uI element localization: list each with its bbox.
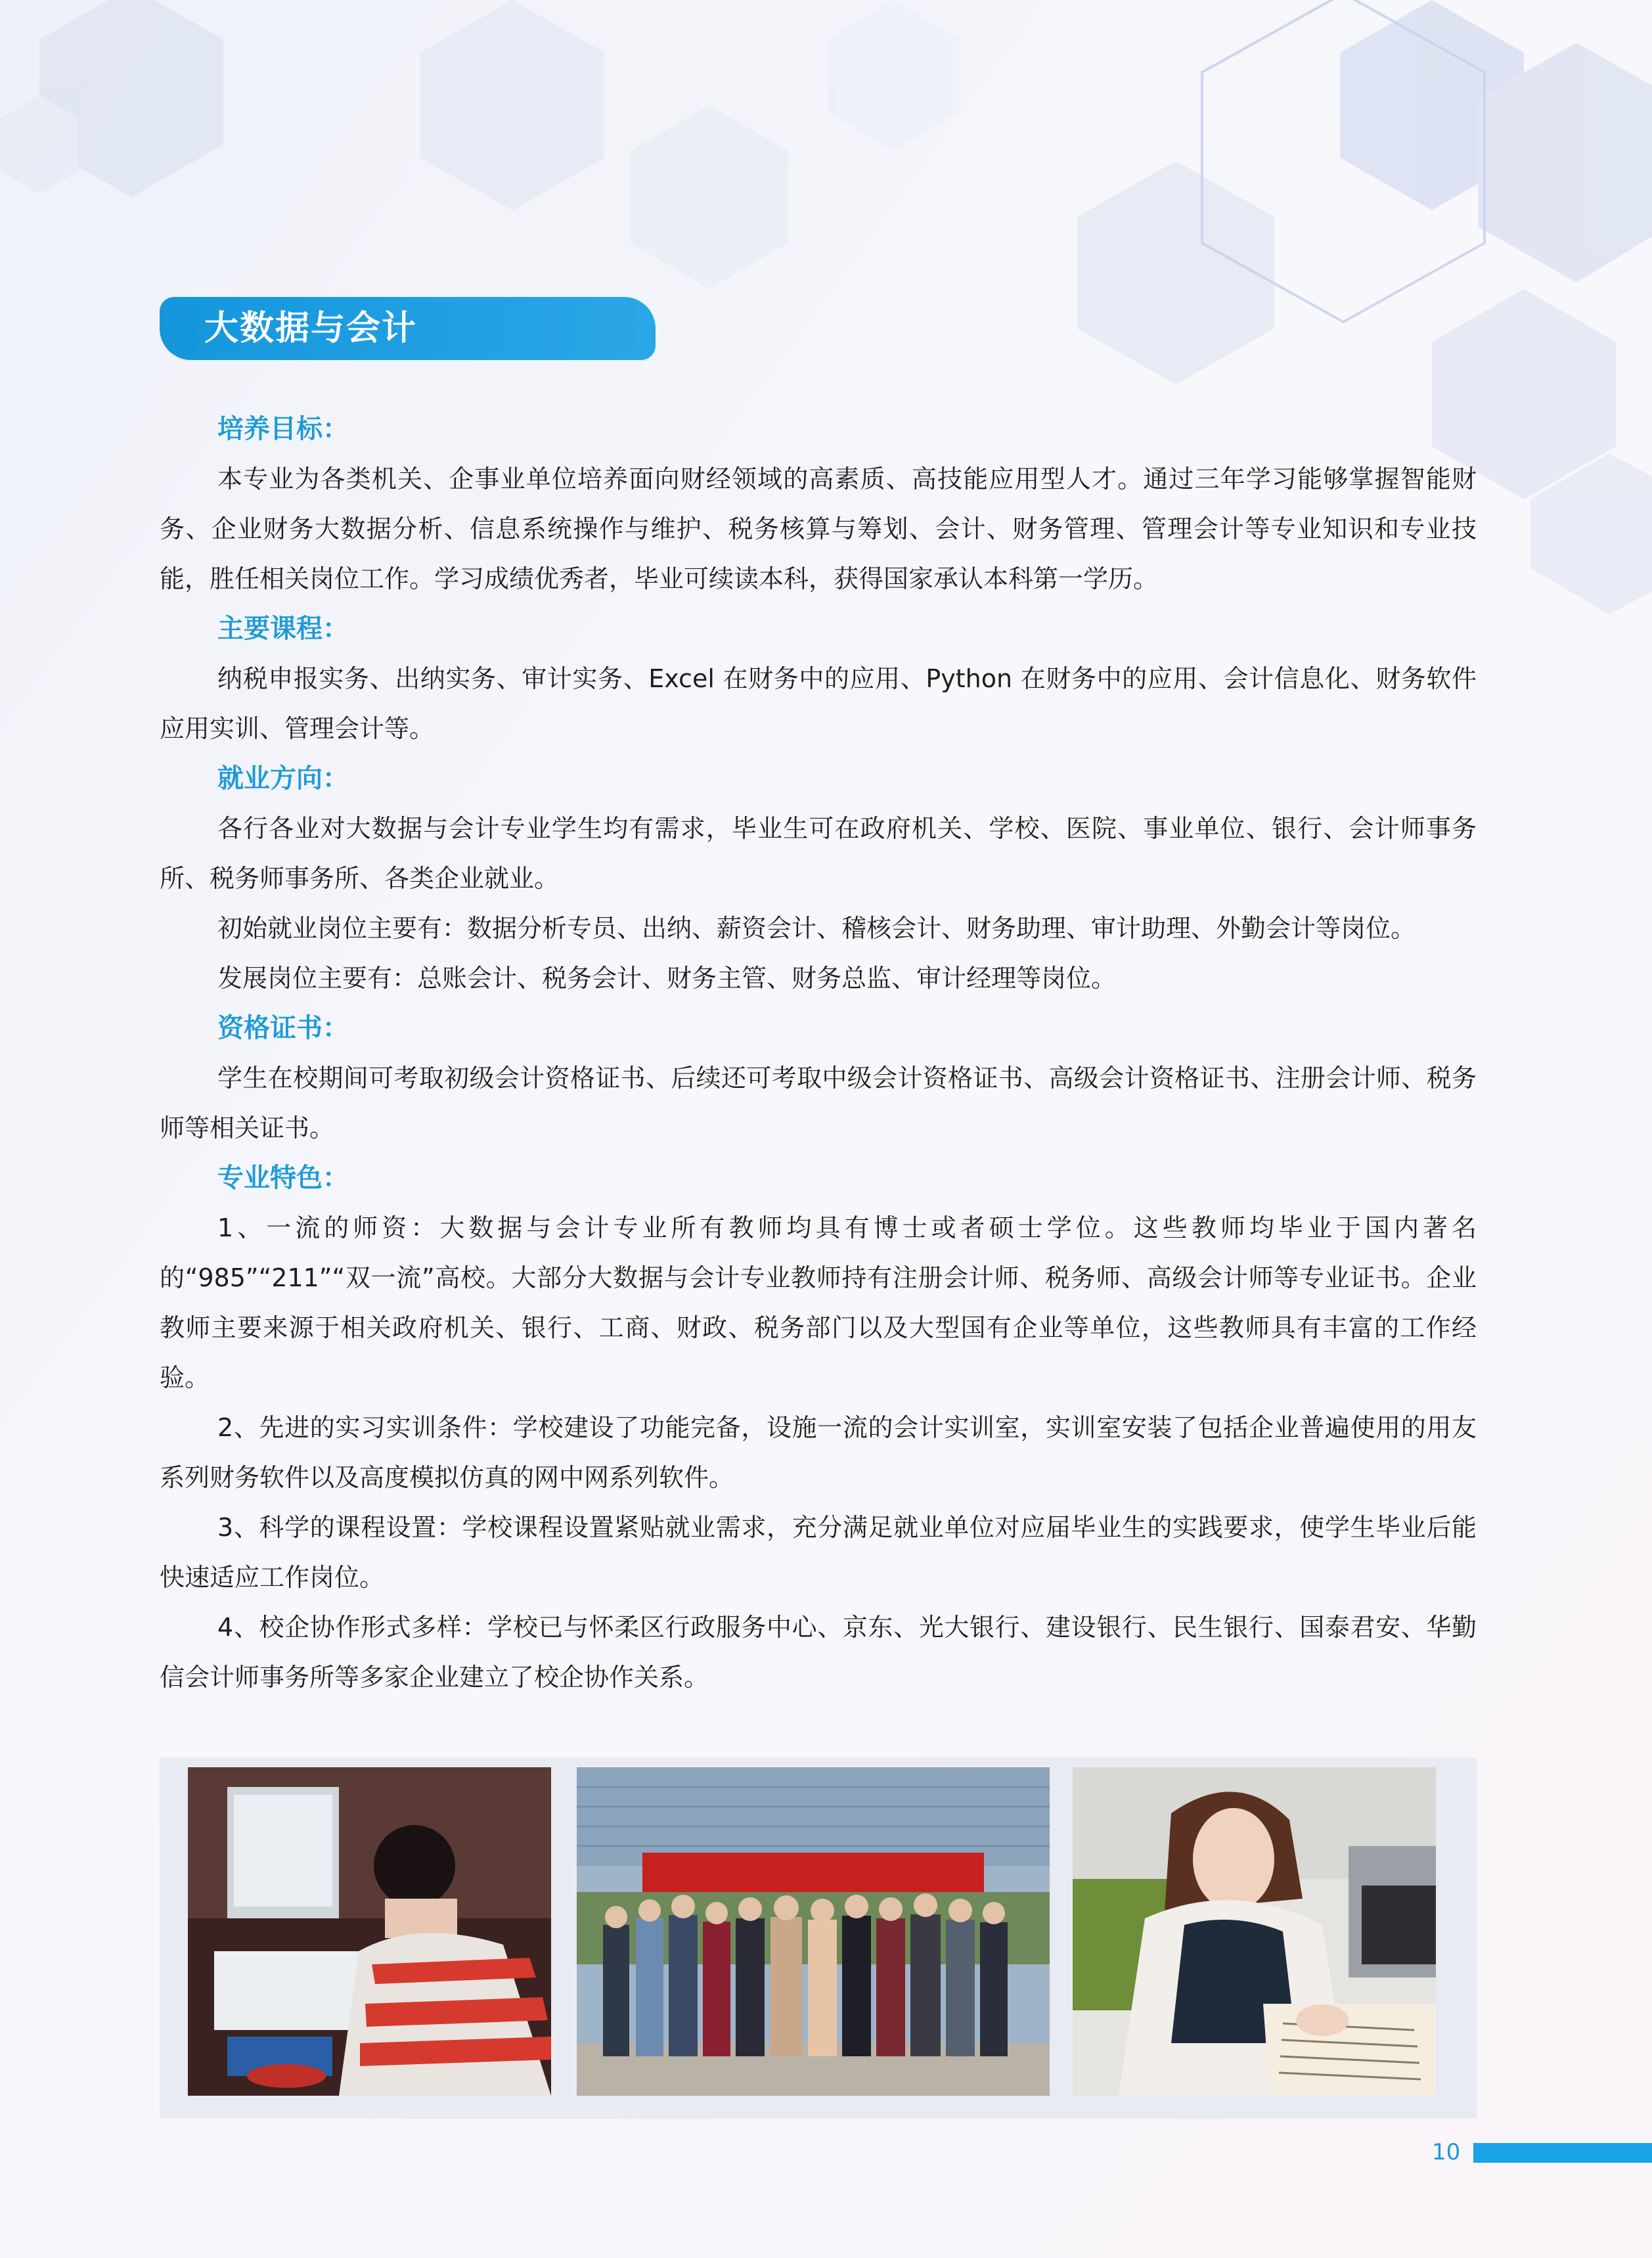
- paragraph: 本专业为各类机关、企事业单位培养面向财经领域的高素质、高技能应用型人才。通过三年学习能够掌握智能财务、企业财务大数据分析、信息系统操作与维护、税务核算与筹划、会计、财务管理、管理会计等专业知识和专业技能，胜任相关岗位工作。学习成绩优秀者，毕业可续读本科，获得国家承认本科第一学历。: [160, 464, 1477, 593]
- page-number: 10: [1432, 2139, 1461, 2165]
- paragraph: 纳税申报实务、出纳实务、审计实务、Excel 在财务中的应用、Python 在财务中的应用、会计信息化、财务软件应用实训、管理会计等。: [160, 664, 1477, 743]
- section-title-banner: [160, 297, 656, 360]
- photo-group: [577, 1767, 1050, 2096]
- paragraph: 1、一流的师资：大数据与会计专业所有教师均具有博士或者硕士学位。这些教师均毕业于国内著名的“985”“211”“双一流”高校。大部分大数据与会计专业教师持有注册会计师、税务师、高级会计师等专业证书。企业教师主要来源于相关政府机关、银行、工商、财政、税务部门以及大型国有企业等单位，这些教师具有丰富的工作经验。: [160, 1213, 1477, 1392]
- heading-goal: 培养目标：: [217, 414, 349, 444]
- heading-courses: 主要课程：: [217, 614, 349, 644]
- page-title: 大数据与会计: [204, 309, 418, 348]
- paragraph: 各行各业对大数据与会计专业学生均有需求，毕业生可在政府机关、学校、医院、事业单位、银行、会计师事务所、税务师事务所、各类企业就业。: [160, 814, 1477, 893]
- heading-features: 专业特色：: [217, 1163, 349, 1193]
- paragraph: 2、先进的实习实训条件：学校建设了功能完备，设施一流的会计实训室，实训室安装了包括企业普遍使用的用友系列财务软件以及高度模拟仿真的网中网系列软件。: [160, 1413, 1477, 1492]
- paragraph: 3、科学的课程设置：学校课程设置紧贴就业需求，充分满足就业单位对应届毕业生的实践要求，使学生毕业后能快速适应工作岗位。: [160, 1513, 1477, 1592]
- paragraph: 初始就业岗位主要有：数据分析专员、出纳、薪资会计、稽核会计、财务助理、审计助理、外勤会计等岗位。: [217, 914, 1416, 943]
- paragraph: 学生在校期间可考取初级会计资格证书、后续还可考取中级会计资格证书、高级会计资格证书、注册会计师、税务师等相关证书。: [160, 1064, 1477, 1142]
- heading-certificates: 资格证书：: [217, 1013, 349, 1043]
- paragraph: 4、校企协作形式多样：学校已与怀柔区行政服务中心、京东、光大银行、建设银行、民生银行、国泰君安、华勤信会计师事务所等多家企业建立了校企协作关系。: [160, 1613, 1477, 1692]
- photo-student-at-desk: [188, 1767, 551, 2096]
- heading-career: 就业方向：: [217, 763, 349, 794]
- main-content: [160, 404, 1477, 1702]
- paragraph: 发展岗位主要有：总账会计、税务会计、财务主管、财务总监、审计经理等岗位。: [217, 964, 1117, 993]
- page-number-bar: [1473, 2143, 1652, 2163]
- photo-woman-writing: [1073, 1767, 1436, 2096]
